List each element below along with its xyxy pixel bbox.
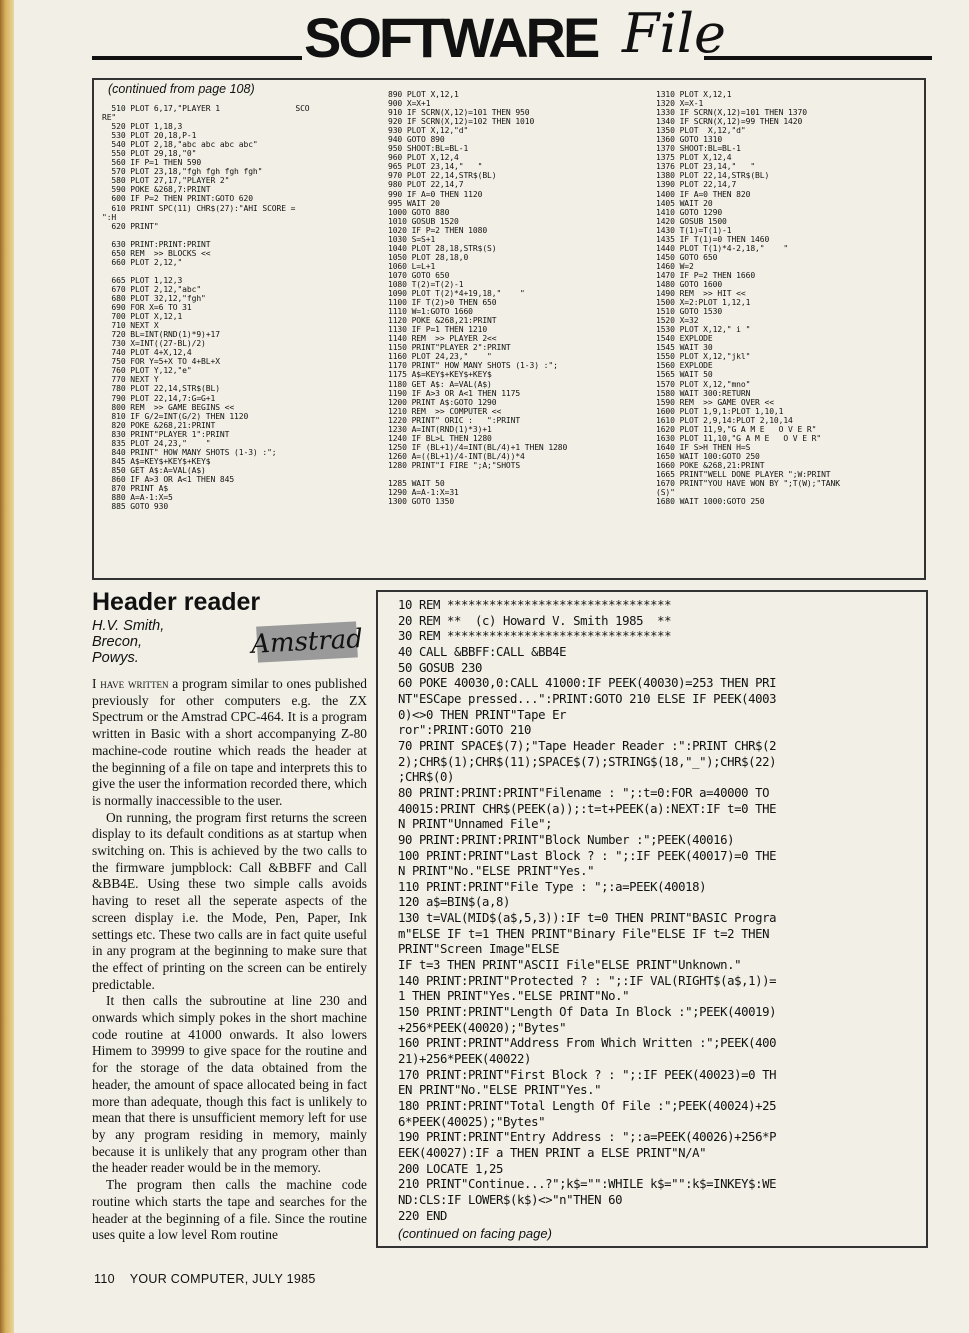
article-paragraph-2: On running, the program first returns the screen display to its default conditions as at startup when switching on. This is achieved by the two calls to the firmware jumpblock: Call &BBFF and Call &BB4E. Using these two simple calls avoids having to reset all the seperate aspects of the screen display i.e. the Mode, Pen, Paper, Ink settings etc. These two calls are in fact quite useful in any program at the beginning to make sure that the effect of printing on the screen can be entirely predictable. — [92, 809, 367, 992]
article — [92, 588, 367, 1248]
listing-main-code: 10 REM ******************************** 20 REM ** (c) Howard V. Smith 1985 ** 30 REM ******************************** 40 CALL &BBFF:CALL &BB4E 50 GOSUB 230 60 POKE 40030,0:CALL 41000:IF PEEK(40030)=253 THEN PRI NT"ESCape pressed...":PRINT:GOTO 210 ELSE IF PEEK(4003 0)<>0 THEN PRINT"Tape Er ror":PRINT:GOTO 210 70 PRINT SPACE$(7);"Tape Header Reader :":PRINT CHR$(2 2);CHR$(1);CHR$(11);SPACE$(7);STRING$(18,"_");CHR$(22) ;CHR$(0) 80 PRINT:PRINT:PRINT"Filename : ";:t=0:FOR a=40000 TO 40015:PRINT CHR$(PEEK(a));:t=t+PEEK(a):NEXT:IF t=0 THE N PRINT"Unnamed File"; 90 PRINT:PRINT:PRINT"Block Number :";PEEK(40016) 100 PRINT:PRINT"Last Block ? : ";:IF PEEK(40017)=0 THE N PRINT"No."ELSE PRINT"Yes." 110 PRINT:PRINT"File Type : ";:a=PEEK(40018) 120 a$=BIN$(a,8) 130 t=VAL(MID$(a$,5,3)):IF t=0 THEN PRINT"BASIC Progra m"ELSE IF t=1 THEN PRINT"Binary File"ELSE IF t=2 THEN PRINT"Screen Image"ELSE IF t=3 THEN PRINT"ASCII File"ELSE PRINT"Unknown." 140 PRINT:PRINT"Protected ? : ";:IF VAL(RIGHT$(a$,1))= 1 THEN PRINT"Yes."ELSE PRINT"No." 150 PRINT:PRINT"Length Of Data In Block :";PEEK(40019) +256*PEEK(40020);"Bytes" 160 PRINT:PRINT"Address From Which Written :";PEEK(400 21)+256*PEEK(40022) 170 PRINT:PRINT"First Block ? : ";:IF PEEK(40023)=0 TH EN PRINT"No."ELSE PRINT"Yes." 180 PRINT:PRINT"Total Length Of File :";PEEK(40024)+25 6*PEEK(40025);"Bytes" 190 PRINT:PRINT"Entry Address : ";:a=PEEK(40026)+256*P EEK(40027):IF a THEN PRINT a ELSE PRINT"N/A" 200 LOCATE 1,25 210 PRINT"Continue...?";k$="":WHILE k$="":k$=INKEY$:WE ND:CLS:IF LOWER$(k$)<>"n"THEN 60 220 END — [398, 598, 777, 1223]
page-number: 110 — [94, 1272, 115, 1286]
masthead-title-script: File — [622, 2, 726, 65]
byline-town: Brecon, — [92, 634, 142, 650]
article-lead-in: I have written — [92, 676, 169, 691]
article-paragraph-1 — [92, 676, 367, 810]
listing-main-box — [376, 590, 928, 1248]
listing-column-2: 890 PLOT X,12,1 900 X=X+1 910 IF SCRN(X,12)=101 THEN 950 920 IF SCRN(X,12)=102 THEN 1010 930 PLOT X,12,"d" 940 GOTO 890 950 SHOOT:BL=BL-1 960 PLOT X,12,4 965 PLOT 23,14," " 970 PLOT 22,14,STR$(BL) 980 PLOT 22,14,7 990 IF A=0 THEN 1120 995 WAIT 20 1000 GOTO 880 1010 GOSUB 1520 1020 IF P=2 THEN 1080 1030 S=S+1 1040 PLOT 28,18,STR$(S) 1050 PLOT 28,18,0 1060 L=L+1 1070 GOTO 650 1080 T(2)=T(2)-1 1090 PLOT T(2)*4+19,18," " 1100 IF T(2)>0 THEN 650 1110 W=1:GOTO 1660 1120 POKE &268,21:PRINT 1130 IF P=1 THEN 1210 1140 REM >> PLAYER 2<< 1150 PRINT"PLAYER 2":PRINT 1160 PLOT 24,23," " 1170 PRINT" HOW MANY SHOTS (1-3) :"; 1175 A$=KEY$+KEY$+KEY$ 1180 GET A$: A=VAL(A$) 1190 IF A>3 OR A<1 THEN 1175 1200 PRINT A$:GOTO 1290 1210 REM >> COMPUTER << 1220 PRINT" ORIC : ":PRINT 1230 A=INT(RND(1)*3)+1 1240 IF BL>L THEN 1280 1250 IF (BL+1)/4=INT(BL/4)+1 THEN 1280 1260 A=((BL+1)/4-INT(BL/4))*4 1280 PRINT"I FIRE ";A;"SHOTS 1285 WAIT 50 1290 A=A-1:X=31 1300 GOTO 1350 — [388, 90, 568, 507]
masthead-title: SOFTWARE — [304, 6, 598, 69]
masthead-rule-left — [92, 56, 302, 60]
continued-from-label: (continued from page 108) — [108, 82, 255, 96]
masthead-rule-right — [704, 56, 932, 60]
article-body — [92, 676, 367, 1244]
listing-top-box — [92, 78, 926, 580]
page-footer — [94, 1272, 316, 1286]
article-paragraph-4: The program then calls the machine code routine which starts the tape and searches for the header at the beginning of a file. Since the routine uses quite a low level Rom routine — [92, 1177, 367, 1243]
page-spine-edge — [0, 0, 14, 1333]
publication-name: YOUR COMPUTER, JULY 1985 — [129, 1272, 316, 1286]
continued-on-label: (continued on facing page) — [398, 1226, 552, 1241]
byline-author: H.V. Smith, — [92, 618, 165, 634]
masthead — [92, 2, 932, 69]
amstrad-logo-text: Amstrad — [250, 624, 364, 660]
amstrad-logo — [250, 621, 364, 662]
article-paragraph-1-text: a program similar to ones published previously for other computers e.g. the ZX Spectrum or the Amstrad CPC-464. It is a program written in Basic with a short accompanying Z-80 machine-code routine which reads the header at the beginning of a file on tape and interprets this to give the user the information recorded there, which is normally inaccessible to the user. — [92, 676, 367, 808]
byline-county: Powys. — [92, 650, 139, 666]
listing-column-3: 1310 PLOT X,12,1 1320 X=X-1 1330 IF SCRN(X,12)=101 THEN 1370 1340 IF SCRN(X,12)=99 THEN 1420 1350 PLOT X,12,"d" 1360 GOTO 1310 1370 SHOOT:BL=BL-1 1375 PLOT X,12,4 1376 PLOT 23,14," " 1380 PLOT 22,14,STR$(BL) 1390 PLOT 22,14,7 1400 IF A=0 THEN 820 1405 WAIT 20 1410 GOTO 1290 1420 GOSUB 1500 1430 T(1)=T(1)-1 1435 IF T(1)=0 THEN 1460 1440 PLOT T(1)*4-2,18," " 1450 GOTO 650 1460 W=2 1470 IF P=2 THEN 1660 1480 GOTO 1600 1490 REM >> HIT << 1500 X=2:PLOT 1,12,1 1510 GOTO 1530 1520 X=32 1530 PLOT X,12," i " 1540 EXPLODE 1545 WAIT 30 1550 PLOT X,12,"jkl" 1560 EXPLODE 1565 WAIT 50 1570 PLOT X,12,"mno" 1580 WAIT 300:RETURN 1590 REM >> GAME OVER << 1600 PLOT 1,9,1:PLOT 1,10,1 1610 PLOT 2,9,14:PLOT 2,10,14 1620 PLOT 11,9,"G A M E O V E R" 1630 PLOT 11,10,"G A M E O V E R" 1640 IF S>H THEN H=S 1650 WAIT 100:GOTO 250 1660 POKE &268,21:PRINT 1665 PRINT"WELL DONE PLAYER ";W:PRINT 1670 PRINT"YOU HAVE WON BY ";T(W);"TANK (S)" 1680 WAIT 1000:GOTO 250 — [656, 90, 840, 507]
listing-column-1: 510 PLOT 6,17,"PLAYER 1 SCO RE" 520 PLOT 1,18,3 530 PLOT 20,18,P-1 540 PLOT 2,18,"abc abc abc abc" 550 PLOT 29,18,"0" 560 IF P=1 THEN 590 570 PLOT 23,18,"fgh fgh fgh fgh" 580 PLOT 27,17,"PLAYER 2" 590 POKE &268,7:PRINT 600 IF P=2 THEN PRINT:GOTO 620 610 PRINT SPC(11) CHR$(27):"AHI SCORE = ":H 620 PRINT" 630 PRINT:PRINT:PRINT 650 REM >> BLOCKS << 660 PLOT 2,12," 665 PLOT 1,12,3 670 PLOT 2,12,"abc" 680 PLOT 32,12,"fgh" 690 FOR X=6 TO 31 700 PLOT X,12,1 710 NEXT X 720 BL=INT(RND(1)*9)+17 730 X=INT((27-BL)/2) 740 PLOT 4+X,12,4 750 FOR Y=5+X TO 4+BL+X 760 PLOT Y,12,"e" 770 NEXT Y 780 PLOT 22,14,STR$(BL) 790 PLOT 22,14,7:G=G+1 800 REM >> GAME BEGINS << 810 IF G/2=INT(G/2) THEN 1120 820 POKE &268,21:PRINT 830 PRINT"PLAYER 1":PRINT 835 PLOT 24,23," " 840 PRINT" HOW MANY SHOTS (1-3) :"; 845 A$=KEY$+KEY$+KEY$ 850 GET A$:A=VAL(A$) 860 IF A>3 OR A<1 THEN 845 870 PRINT A$ 880 A=A-1:X=5 885 GOTO 930 — [102, 104, 310, 512]
article-paragraph-3: It then calls the subroutine at line 230 and onwards which simply pokes in the short machine code routine at 41000 onwards. It also lowers Himem to 39999 to give space for the routine and for the storage of the data obtained from the header, the amount of space allocated being in fact more than adequate, though this fact is unlikely to mean that there is unsufficient memory left for use by any program residing in memory, mainly because it is unlikely that any program other than the header reader would be in the memory. — [92, 993, 367, 1176]
article-title: Header reader — [92, 588, 261, 616]
